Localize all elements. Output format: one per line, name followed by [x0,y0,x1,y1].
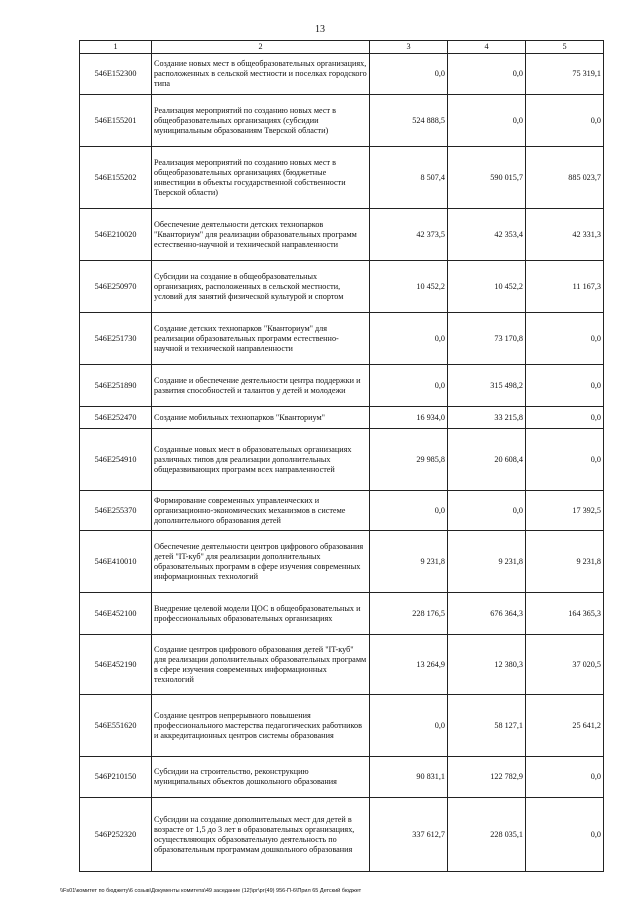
row-value-col4: 33 215,8 [448,407,526,429]
row-description: Созданные новых мест в образовательных организациях различных типов для реализации дополнительных общеразвивающих программ всех направленностей [152,429,370,491]
row-code: 546E250970 [80,261,152,313]
row-value-col3: 524 888,5 [370,95,448,147]
page-number: 13 [315,24,325,35]
column-header: 5 [526,41,604,54]
row-code: 546E252470 [80,407,152,429]
row-value-col4: 42 353,4 [448,209,526,261]
row-description: Обеспечение деятельности центров цифрового образования детей "IT-куб" для реализации дополнительных образовательных программ в сфере изучения современных информационных технологий [152,531,370,593]
row-description: Обеспечение деятельности детских технопарков "Кванториум" для реализации образовательных программ естественно-научной и технической направленности [152,209,370,261]
row-value-col5: 17 392,5 [526,491,604,531]
table-row [80,365,604,407]
row-value-col3: 0,0 [370,491,448,531]
row-code: 546P252320 [80,798,152,872]
row-value-col5: 0,0 [526,95,604,147]
row-value-col4: 315 498,2 [448,365,526,407]
row-value-col3: 9 231,8 [370,531,448,593]
row-value-col5: 0,0 [526,757,604,798]
row-description: Субсидии на создание дополнительных мест для детей в возрасте от 1,5 до 3 лет в образовательных организациях, осуществляющих образовательную деятельность по образовательным программам дошкольного образования [152,798,370,872]
row-code: 546E210020 [80,209,152,261]
row-value-col5: 42 331,3 [526,209,604,261]
row-value-col3: 90 831,1 [370,757,448,798]
row-value-col4: 58 127,1 [448,695,526,757]
row-value-col5: 11 167,3 [526,261,604,313]
row-code: 546E152300 [80,54,152,95]
table-row [80,491,604,531]
row-value-col5: 0,0 [526,429,604,491]
row-value-col5: 0,0 [526,313,604,365]
row-value-col4: 0,0 [448,491,526,531]
row-value-col4: 122 782,9 [448,757,526,798]
table-row [80,209,604,261]
row-value-col3: 0,0 [370,54,448,95]
table-row [80,757,604,798]
row-code: 546E410010 [80,531,152,593]
table-row [80,429,604,491]
row-code: 546E551620 [80,695,152,757]
row-value-col3: 16 934,0 [370,407,448,429]
row-value-col4: 9 231,8 [448,531,526,593]
table-row [80,798,604,872]
row-value-col5: 0,0 [526,365,604,407]
row-code: 546E155201 [80,95,152,147]
row-description: Формирование современных управленческих и организационно-экономических механизмов в системе дополнительного образования детей [152,491,370,531]
row-code: 546E452100 [80,593,152,635]
row-value-col4: 676 364,3 [448,593,526,635]
row-description: Реализация мероприятий по созданию новых мест в общеобразовательных организациях (бюджетные инвестиции в объекты государственной собственности Тверской области) [152,147,370,209]
table-row [80,147,604,209]
row-value-col5: 0,0 [526,407,604,429]
row-description: Субсидии на создание в общеобразовательных организациях, расположенных в сельской местности, условий для занятий физической культурой и спортом [152,261,370,313]
row-value-col3: 42 373,5 [370,209,448,261]
row-value-col5: 885 023,7 [526,147,604,209]
row-description: Создание центров непрерывного повышения профессионального мастерства педагогических работников и аккредитационных центров системы образования [152,695,370,757]
row-code: 546E452190 [80,635,152,695]
table-row [80,261,604,313]
row-value-col3: 29 985,8 [370,429,448,491]
row-value-col3: 13 264,9 [370,635,448,695]
row-description: Внедрение целевой модели ЦОС в общеобразовательных и профессиональных образовательных организациях [152,593,370,635]
file-path-footer: \\Fs01\комитет по бюджету\6 созыв\Документы комитета\49 заседание (12)\рг\рг(49) 956-П-6\Прил 65 Детский бюджет [60,888,362,894]
column-header: 1 [80,41,152,54]
row-value-col5: 164 365,3 [526,593,604,635]
column-header: 2 [152,41,370,54]
row-value-col5: 9 231,8 [526,531,604,593]
row-value-col3: 228 176,5 [370,593,448,635]
row-value-col3: 8 507,4 [370,147,448,209]
table-row [80,531,604,593]
table-row [80,695,604,757]
row-value-col4: 0,0 [448,95,526,147]
row-code: 546E255370 [80,491,152,531]
row-value-col3: 10 452,2 [370,261,448,313]
row-value-col4: 73 170,8 [448,313,526,365]
row-value-col5: 0,0 [526,798,604,872]
row-description: Создание новых мест в общеобразовательных организациях, расположенных в сельской местности и поселках городского типа [152,54,370,95]
row-description: Создание и обеспечение деятельности центра поддержки и развития способностей и талантов у детей и молодежи [152,365,370,407]
row-code: 546E251730 [80,313,152,365]
table-row [80,635,604,695]
row-value-col4: 12 380,3 [448,635,526,695]
budget-table [79,40,604,872]
row-code: 546E251890 [80,365,152,407]
row-code: 546E254910 [80,429,152,491]
table-row [80,54,604,95]
row-description: Реализация мероприятий по созданию новых мест в общеобразовательных организациях (субсидии муниципальным образованиям Тверской области) [152,95,370,147]
row-description: Создание детских технопарков "Кванториум" для реализации образовательных программ естественно-научной и технической направленности [152,313,370,365]
row-value-col3: 0,0 [370,695,448,757]
row-description: Создание центров цифрового образования детей "IT-куб" для реализации дополнительных образовательных программ в сфере изучения современных информационных технологий [152,635,370,695]
row-value-col4: 590 015,7 [448,147,526,209]
row-value-col4: 228 035,1 [448,798,526,872]
row-code: 546E155202 [80,147,152,209]
row-value-col5: 37 020,5 [526,635,604,695]
row-value-col5: 75 319,1 [526,54,604,95]
column-header: 4 [448,41,526,54]
table-row [80,95,604,147]
row-value-col5: 25 641,2 [526,695,604,757]
table-row [80,593,604,635]
row-value-col4: 0,0 [448,54,526,95]
row-value-col3: 0,0 [370,313,448,365]
row-description: Субсидии на строительство, реконструкцию муниципальных объектов дошкольного образования [152,757,370,798]
table-row [80,407,604,429]
row-code: 546P210150 [80,757,152,798]
table-header-row [80,41,604,54]
row-value-col4: 20 608,4 [448,429,526,491]
row-value-col3: 337 612,7 [370,798,448,872]
row-description: Создание мобильных технопарков "Кванториум" [152,407,370,429]
row-value-col4: 10 452,2 [448,261,526,313]
column-header: 3 [370,41,448,54]
row-value-col3: 0,0 [370,365,448,407]
table-row [80,313,604,365]
